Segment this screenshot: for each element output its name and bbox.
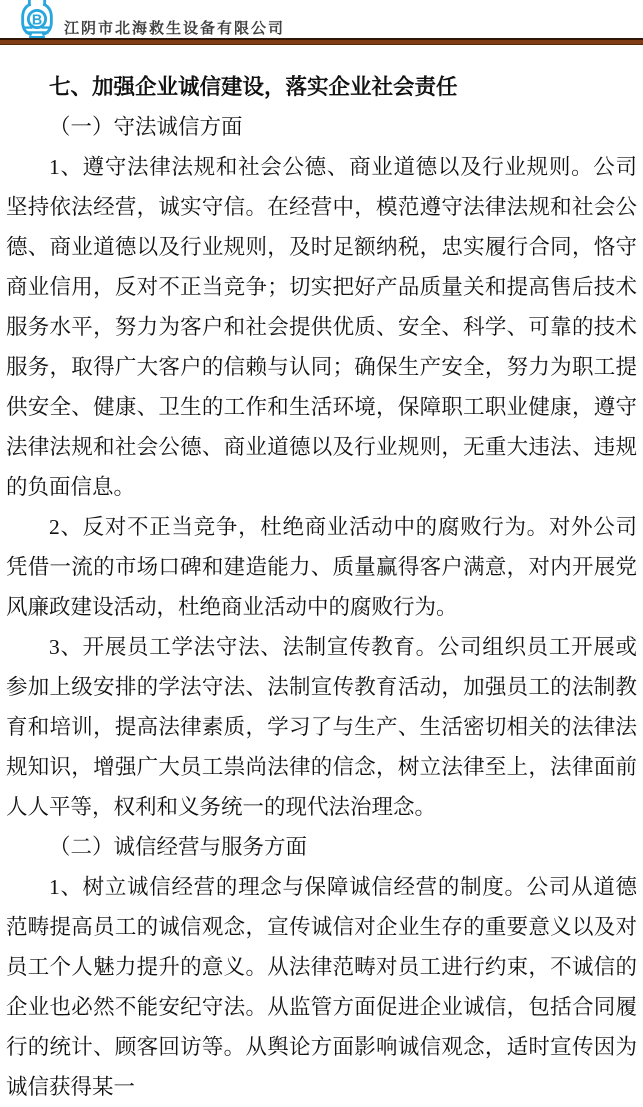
logo-letter: B [31,12,43,29]
paragraph: 1、树立诚信经营的理念与保障诚信经营的制度。公司从道德范畴提高员工的诚信观念，宣传诚信对企业生存的重要意义以及对员工个人魅力提升的意义。从法律范畴对员工进行约束，不诚信的企业也必然不能安纪守法。从监管方面促进企业诚信，包括合同履行的统计、顾客回访等。从舆论方面影响诚信观念，适时宣传因为诚信获得某一 [6,875,637,1099]
paragraph: 2、反对不正当竞争，杜绝商业活动中的腐败行为。对外公司凭借一流的市场口碑和建造能力、质量赢得客户满意，对内开展党风廉政建设活动，杜绝商业活动中的腐败行为。 [6,515,637,619]
company-logo-icon [16,0,58,38]
header-rule [0,38,643,45]
section-heading: （二）诚信经营与服务方面 [49,835,308,859]
document-sections [6,107,637,1107]
document-body [0,45,643,1107]
document-title: 七、加强企业诚信建设，落实企业社会责任 [49,75,458,99]
paragraph: 3、开展员工学法守法、法制宣传教育。公司组织员工开展或参加上级安排的学法守法、法制宣传教育活动，加强员工的法制教育和培训，提高法律素质，学习了与生产、生活密切相关的法律法规知识，增强广大员工祟尚法律的信念，树立法律至上，法律面前人人平等，权利和义务统一的现代法治理念。 [6,635,637,819]
paragraph: 1、遵守法律法规和社会公德、商业道德以及行业规则。公司坚持依法经营，诚实守信。在经营中，模范遵守法律法规和社会公德、商业道德以及行业规则，及时足额纳税，忠实履行合同，恪守商业信用，反对不正当竞争；切实把好产品质量关和提高售后技术服务水平，努力为客户和社会提供优质、安全、科学、可靠的技术服务，取得广大客户的信赖与认同；确保生产安全，努力为职工提供安全、健康、卫生的工作和生活环境，保障职工职业健康，遵守法律法规和社会公德、商业道德以及行业规则，无重大违法、违规的负面信息。 [6,155,637,499]
page-header [0,0,643,38]
section-heading: （一）守法诚信方面 [49,115,243,139]
company-name: 江阴市北海救生设备有限公司 [64,20,286,37]
